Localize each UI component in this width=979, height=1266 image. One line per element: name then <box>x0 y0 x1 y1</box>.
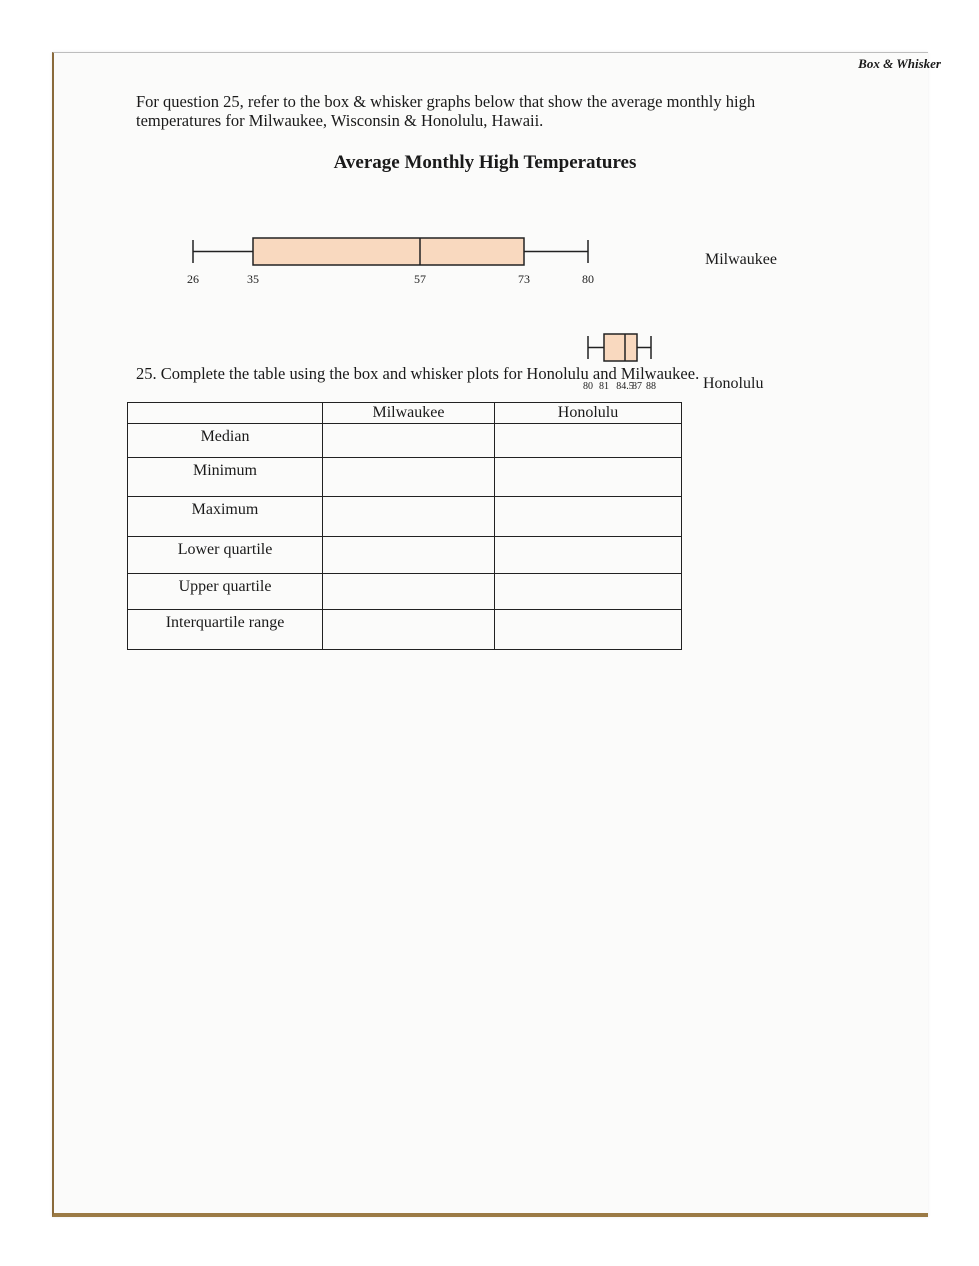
answer-cell-honolulu-minimum[interactable] <box>495 458 682 497</box>
answer-cell-milwaukee-median[interactable] <box>323 424 495 458</box>
honolulu-tick-label-min: 80 <box>583 381 593 392</box>
milwaukee-boxplot <box>187 238 594 286</box>
answer-cell-milwaukee-upper-quartile[interactable] <box>323 574 495 610</box>
milwaukee-tick-label-max: 80 <box>582 272 594 286</box>
milwaukee-tick-label-q3: 73 <box>518 272 530 286</box>
honolulu-tick-label-q3: 87 <box>632 381 642 392</box>
chart-title: Average Monthly High Temperatures <box>333 152 637 173</box>
answer-cell-honolulu-maximum[interactable] <box>495 497 682 537</box>
header-cell-milwaukee: Milwaukee <box>323 403 495 424</box>
table-row <box>128 424 682 458</box>
row-label-minimum: Minimum <box>128 458 323 497</box>
table-row <box>128 610 682 650</box>
answer-cell-honolulu-iqr[interactable] <box>495 610 682 650</box>
answer-cell-milwaukee-lower-quartile[interactable] <box>323 537 495 574</box>
box-whisker-chart <box>0 0 979 420</box>
answer-cell-honolulu-upper-quartile[interactable] <box>495 574 682 610</box>
header-cell-honolulu: Honolulu <box>495 403 682 424</box>
answer-cell-honolulu-lower-quartile[interactable] <box>495 537 682 574</box>
honolulu-box <box>604 334 637 361</box>
answer-cell-milwaukee-iqr[interactable] <box>323 610 495 650</box>
row-label-maximum: Maximum <box>128 497 323 537</box>
table-row <box>128 574 682 610</box>
milwaukee-tick-label-median: 57 <box>414 272 426 286</box>
table-row <box>128 458 682 497</box>
milwaukee-tick-label-min: 26 <box>187 272 199 286</box>
answer-cell-milwaukee-minimum[interactable] <box>323 458 495 497</box>
header-tag: Box & Whisker <box>858 56 941 71</box>
honolulu-label: Honolulu <box>703 375 764 392</box>
milwaukee-tick-label-q1: 35 <box>247 272 259 286</box>
honolulu-tick-label-max: 88 <box>646 381 656 392</box>
question-25: 25. Complete the table using the box and whisker plots for Honolulu and Milwaukee. <box>136 364 700 383</box>
table-header-row <box>128 403 682 424</box>
intro-text: For question 25, refer to the box & whisker graphs below that show the average monthly high temperatures for Milwaukee, Wisconsin & Honolulu, Hawaii. <box>136 92 756 130</box>
table-row <box>128 537 682 574</box>
row-label-upper-quartile: Upper quartile <box>128 574 323 610</box>
table-row <box>128 497 682 537</box>
row-label-interquartile-range: Interquartile range <box>128 610 323 650</box>
answer-table <box>127 402 682 650</box>
row-label-lower-quartile: Lower quartile <box>128 537 323 574</box>
answer-cell-milwaukee-maximum[interactable] <box>323 497 495 537</box>
row-label-median: Median <box>128 424 323 458</box>
milwaukee-box <box>253 238 524 265</box>
answer-cell-honolulu-median[interactable] <box>495 424 682 458</box>
honolulu-tick-label-median: 84.5 <box>616 381 634 392</box>
honolulu-tick-label-q1: 81 <box>599 381 609 392</box>
header-cell-blank <box>128 403 323 424</box>
milwaukee-label: Milwaukee <box>705 251 777 268</box>
